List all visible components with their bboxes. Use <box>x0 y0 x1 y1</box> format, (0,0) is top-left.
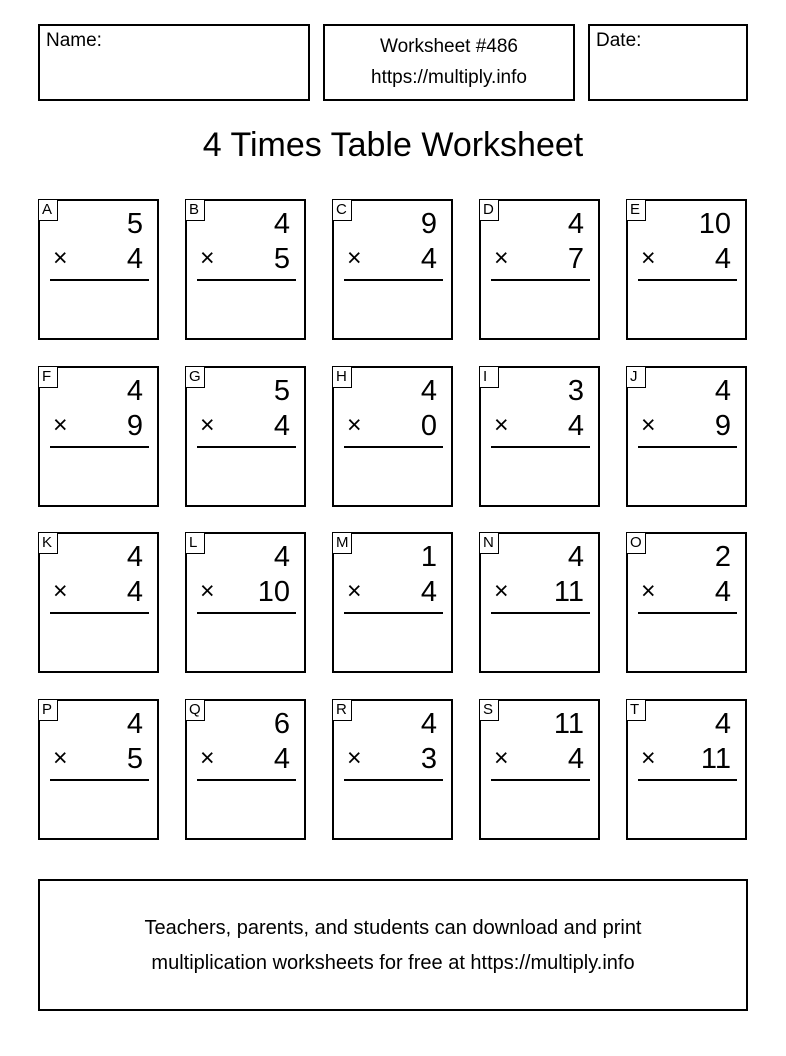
multiply-sign: × <box>494 411 509 439</box>
problem-top-number: 5 <box>273 375 290 407</box>
problem-letter: E <box>626 199 646 221</box>
problem-letter: S <box>479 699 499 721</box>
problem-letter: I <box>479 366 499 388</box>
multiply-sign: × <box>494 244 509 272</box>
problem-letter: O <box>626 532 646 554</box>
problem-top-number: 1 <box>420 541 437 573</box>
problem-bottom-number: 11 <box>553 576 584 608</box>
problem-card <box>479 199 600 340</box>
problem-card <box>38 532 159 673</box>
problem-card <box>479 366 600 507</box>
answer-line <box>197 279 296 281</box>
date-field-box <box>588 24 748 101</box>
problem-card <box>626 699 747 840</box>
problem-card <box>332 366 453 507</box>
problem-card <box>626 366 747 507</box>
answer-line <box>491 446 590 448</box>
problem-card <box>38 699 159 840</box>
problem-bottom-number: 10 <box>257 576 290 608</box>
problem-bottom-number: 4 <box>126 243 143 275</box>
multiply-sign: × <box>200 244 215 272</box>
multiply-sign: × <box>53 577 68 605</box>
problem-bottom-number: 5 <box>126 743 143 775</box>
problem-bottom-number: 4 <box>273 743 290 775</box>
problem-bottom-number: 0 <box>420 410 437 442</box>
problem-letter: M <box>332 532 352 554</box>
problem-bottom-number: 7 <box>567 243 584 275</box>
answer-line <box>344 779 443 781</box>
multiply-sign: × <box>347 244 362 272</box>
problem-bottom-number: 3 <box>420 743 437 775</box>
problem-bottom-number: 9 <box>126 410 143 442</box>
problem-top-number: 4 <box>126 541 143 573</box>
problem-top-number: 10 <box>698 208 731 240</box>
multiply-sign: × <box>200 577 215 605</box>
problem-top-number: 4 <box>420 708 437 740</box>
footer-line-1: Teachers, parents, and students can download and print <box>144 917 642 939</box>
problem-bottom-number: 4 <box>567 743 584 775</box>
problem-card <box>38 199 159 340</box>
problem-top-number: 5 <box>126 208 143 240</box>
multiply-sign: × <box>53 744 68 772</box>
multiply-sign: × <box>53 244 68 272</box>
problem-top-number: 4 <box>567 208 584 240</box>
problem-bottom-number: 5 <box>273 243 290 275</box>
answer-line <box>491 279 590 281</box>
page-title: 4 Times Table Worksheet <box>202 126 584 164</box>
problem-letter: L <box>185 532 205 554</box>
name-field-box <box>38 24 310 101</box>
problem-card <box>38 366 159 507</box>
multiply-sign: × <box>347 411 362 439</box>
problem-card <box>626 199 747 340</box>
answer-line <box>50 446 149 448</box>
problem-top-number: 4 <box>273 208 290 240</box>
problem-letter: N <box>479 532 499 554</box>
problem-top-number: 4 <box>714 375 731 407</box>
answer-line <box>344 612 443 614</box>
worksheet-number: Worksheet #486 <box>379 36 518 57</box>
problem-card <box>332 699 453 840</box>
problem-top-number: 4 <box>126 375 143 407</box>
problem-card <box>479 532 600 673</box>
problem-bottom-number: 4 <box>714 243 731 275</box>
problem-top-number: 9 <box>420 208 437 240</box>
date-label: Date: <box>596 30 642 51</box>
problem-bottom-number: 4 <box>567 410 584 442</box>
footer-line-2: multiplication worksheets for free at https://multiply.info <box>151 952 635 974</box>
problem-card <box>626 532 747 673</box>
answer-line <box>197 779 296 781</box>
problem-letter: Q <box>185 699 205 721</box>
problem-card <box>185 532 306 673</box>
problem-top-number: 4 <box>567 541 584 573</box>
problem-letter: J <box>626 366 646 388</box>
multiply-sign: × <box>641 577 656 605</box>
answer-line <box>197 446 296 448</box>
problem-letter: G <box>185 366 205 388</box>
answer-line <box>638 779 737 781</box>
answer-line <box>491 612 590 614</box>
problem-card <box>332 199 453 340</box>
footer-text <box>40 911 746 981</box>
problem-bottom-number: 9 <box>714 410 731 442</box>
answer-line <box>344 279 443 281</box>
multiply-sign: × <box>641 744 656 772</box>
problem-top-number: 4 <box>420 375 437 407</box>
problem-letter: R <box>332 699 352 721</box>
problem-card <box>332 532 453 673</box>
problem-card <box>185 366 306 507</box>
problem-bottom-number: 11 <box>700 743 731 775</box>
answer-line <box>197 612 296 614</box>
multiply-sign: × <box>641 244 656 272</box>
problem-letter: H <box>332 366 352 388</box>
problem-letter: F <box>38 366 58 388</box>
problem-bottom-number: 4 <box>126 576 143 608</box>
worksheet-info-box <box>323 24 575 101</box>
problem-letter: T <box>626 699 646 721</box>
multiply-sign: × <box>200 744 215 772</box>
multiply-sign: × <box>200 411 215 439</box>
problem-top-number: 3 <box>567 375 584 407</box>
problem-top-number: 6 <box>273 708 290 740</box>
answer-line <box>344 446 443 448</box>
problem-letter: B <box>185 199 205 221</box>
problem-top-number: 2 <box>714 541 731 573</box>
problem-bottom-number: 4 <box>420 243 437 275</box>
problem-top-number: 4 <box>273 541 290 573</box>
answer-line <box>491 779 590 781</box>
answer-line <box>638 446 737 448</box>
problem-letter: A <box>38 199 58 221</box>
problem-bottom-number: 4 <box>273 410 290 442</box>
problem-bottom-number: 4 <box>714 576 731 608</box>
problem-bottom-number: 4 <box>420 576 437 608</box>
answer-line <box>638 279 737 281</box>
multiply-sign: × <box>347 744 362 772</box>
problem-top-number: 11 <box>553 708 584 740</box>
footer-box <box>38 879 748 1011</box>
multiply-sign: × <box>641 411 656 439</box>
answer-line <box>50 779 149 781</box>
multiply-sign: × <box>494 744 509 772</box>
answer-line <box>50 279 149 281</box>
problem-card <box>479 699 600 840</box>
problem-letter: P <box>38 699 58 721</box>
problem-letter: K <box>38 532 58 554</box>
problem-letter: D <box>479 199 499 221</box>
name-label: Name: <box>46 30 102 51</box>
answer-line <box>638 612 737 614</box>
multiply-sign: × <box>347 577 362 605</box>
answer-line <box>50 612 149 614</box>
multiply-sign: × <box>53 411 68 439</box>
problem-top-number: 4 <box>714 708 731 740</box>
problem-card <box>185 699 306 840</box>
problem-top-number: 4 <box>126 708 143 740</box>
worksheet-url: https://multiply.info <box>371 67 527 88</box>
multiply-sign: × <box>494 577 509 605</box>
problem-card <box>185 199 306 340</box>
problem-letter: C <box>332 199 352 221</box>
